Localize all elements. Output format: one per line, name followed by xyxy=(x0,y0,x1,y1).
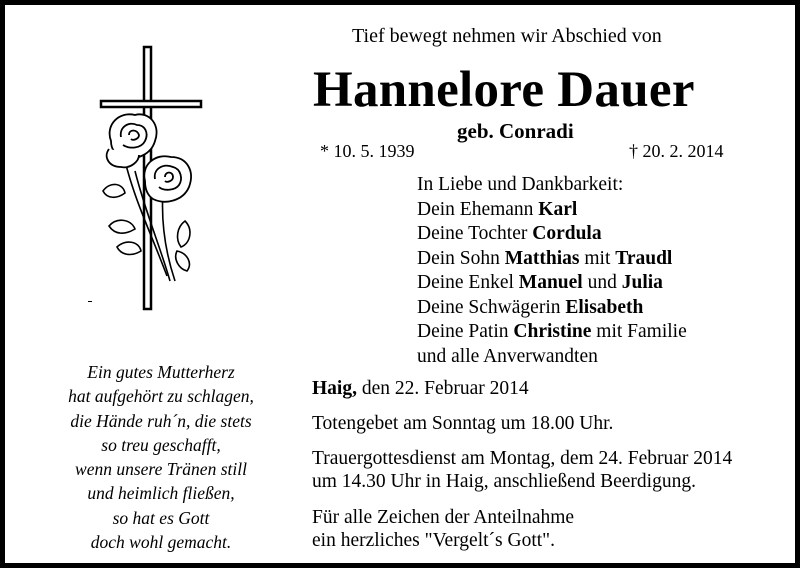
family-line xyxy=(417,173,687,198)
family-relation-text: Deine Enkel xyxy=(417,272,519,293)
family-relation-text: Dein Ehemann xyxy=(417,198,539,220)
place: Haig, xyxy=(312,378,357,399)
family-line xyxy=(417,345,687,370)
service-line: um 14.30 Uhr in Haig, anschließend Beerdigung. xyxy=(312,471,696,492)
poem-line: die Hände ruh´n, die stets xyxy=(70,410,252,431)
family-relation-text: Deine Patin xyxy=(417,321,514,342)
poem-line: so treu geschafft, xyxy=(101,434,221,455)
thanks-line: ein herzliches "Vergelt´s Gott". xyxy=(312,530,555,551)
poem-line: wenn unsere Tränen still xyxy=(75,459,247,480)
family-line xyxy=(417,198,687,223)
poem-line: und heimlich fließen, xyxy=(87,483,235,504)
family-member-name: Matthias xyxy=(504,247,580,269)
family-relation-text: Deine Schwägerin xyxy=(417,296,566,318)
family-member-name: Manuel xyxy=(518,272,583,293)
place-date-line xyxy=(312,377,529,400)
family-relation-text: mit Familie xyxy=(591,321,687,342)
family-line xyxy=(417,296,687,321)
family-member-name: Elisabeth xyxy=(565,296,644,318)
family-member-name: Karl xyxy=(538,198,578,220)
thanks-info xyxy=(312,506,574,552)
family-relation-text: In Liebe und Dankbarkeit: xyxy=(417,174,624,195)
cross-with-roses-icon xyxy=(95,41,205,311)
family-list xyxy=(417,173,687,369)
family-line xyxy=(417,222,687,247)
family-line xyxy=(417,271,687,296)
notice-date: den 22. Februar 2014 xyxy=(356,378,529,399)
family-member-name: Christine xyxy=(513,321,592,342)
memorial-poem xyxy=(35,360,287,554)
poem-line: doch wohl gemacht. xyxy=(90,532,232,553)
family-relation-text: und xyxy=(582,272,622,293)
family-line xyxy=(417,320,687,345)
family-member-name: Cordula xyxy=(532,223,602,244)
family-line xyxy=(417,247,687,272)
thanks-line: Für alle Zeichen der Anteilnahme xyxy=(312,507,575,528)
birth-date: * 10. 5. 1939 xyxy=(320,141,415,161)
family-member-name: Traudl xyxy=(615,247,673,269)
family-member-name: Julia xyxy=(621,272,663,293)
poem-line: hat aufgehört zu schlagen, xyxy=(68,386,254,407)
service-info xyxy=(312,447,732,493)
prayer-info: Totengebet am Sonntag um 18.00 Uhr. xyxy=(312,413,614,434)
ink-dot xyxy=(88,301,92,302)
intro-text: Tief bewegt nehmen wir Abschied von xyxy=(352,25,662,47)
family-relation-text: und alle Anverwandten xyxy=(417,345,598,367)
deceased-name: Hannelore Dauer xyxy=(313,62,695,118)
service-line: Trauergottesdienst am Montag, dem 24. Februar 2014 xyxy=(312,448,733,469)
death-date: † 20. 2. 2014 xyxy=(629,141,724,161)
family-relation-text: mit xyxy=(579,247,616,269)
poem-line: Ein gutes Mutterherz xyxy=(87,362,235,382)
family-relation-text: Deine Tochter xyxy=(417,223,533,244)
family-relation-text: Dein Sohn xyxy=(417,247,505,269)
birth-name: geb. Conradi xyxy=(457,119,574,143)
poem-line: so hat es Gott xyxy=(112,507,210,528)
